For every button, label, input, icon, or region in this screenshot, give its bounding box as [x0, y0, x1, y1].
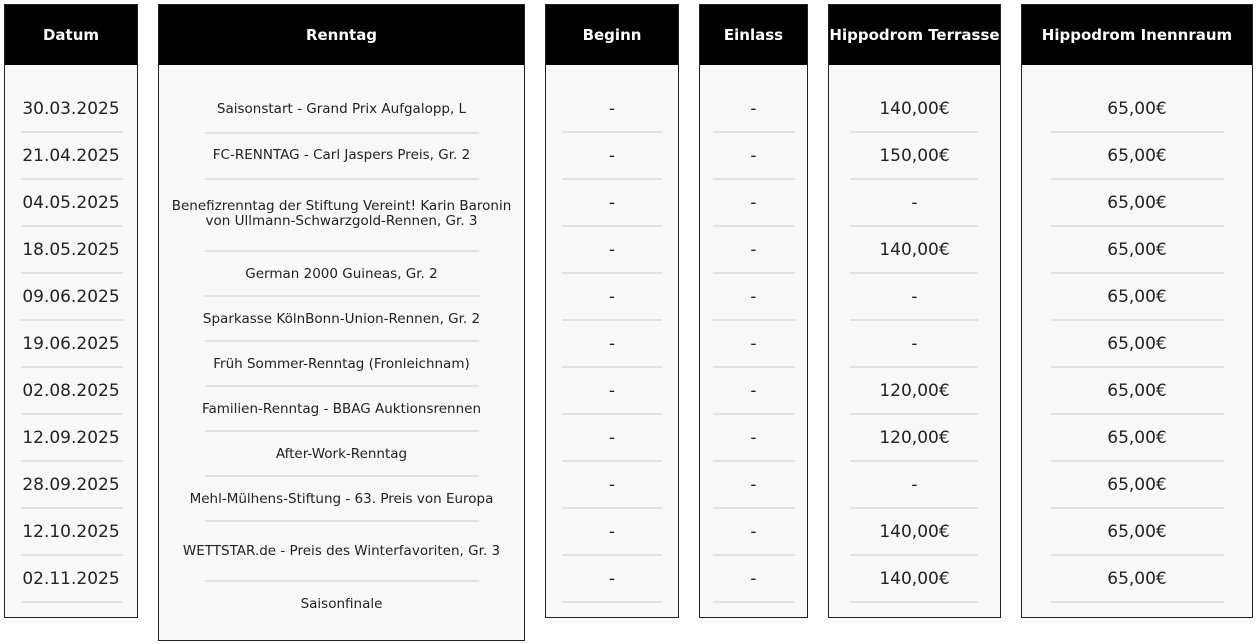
row-divider	[21, 272, 123, 274]
innenraum-cell: 65,00€	[1107, 381, 1167, 401]
terrasse-cell: 150,00€	[879, 146, 950, 166]
terrasse-cell: -	[911, 475, 918, 495]
beginn-cell: -	[608, 522, 616, 542]
renntag-cell: German 2000 Guineas, Gr. 2	[245, 265, 438, 282]
header-renntag: Renntag	[159, 5, 524, 65]
header-innenraum: Hippodrom Inennraum	[1022, 5, 1252, 65]
terrasse-cell: 120,00€	[879, 381, 950, 401]
innenraum-cell: 65,00€	[1107, 569, 1167, 589]
beginn-cell: -	[608, 334, 616, 354]
datum-cell: 12.09.2025	[22, 428, 120, 448]
row-divider	[205, 430, 479, 432]
row-divider	[1051, 131, 1224, 133]
beginn-cell: -	[608, 287, 616, 307]
beginn-cell: -	[608, 193, 616, 213]
row-divider	[850, 131, 978, 133]
einlass-cell: -	[750, 334, 757, 354]
beginn-cell: -	[608, 146, 616, 166]
row-divider	[850, 460, 978, 462]
terrasse-cell: 120,00€	[879, 428, 950, 448]
datum-cell: 04.05.2025	[22, 193, 120, 213]
row-divider	[205, 132, 479, 134]
innenraum-cell: 65,00€	[1107, 428, 1167, 448]
row-divider	[21, 131, 123, 133]
renntag-cell: WETTSTAR.de - Preis des Winterfavoriten, Gr. 3	[182, 542, 501, 559]
row-divider	[850, 178, 978, 180]
row-divider	[562, 554, 662, 556]
einlass-cell: -	[750, 99, 757, 119]
row-divider	[205, 385, 479, 387]
header-beginn: Beginn	[546, 5, 678, 65]
row-divider	[562, 225, 662, 227]
datum-cell: 21.04.2025	[22, 146, 120, 166]
terrasse-cell: 140,00€	[879, 569, 950, 589]
row-divider	[205, 580, 479, 582]
beginn-cell: -	[608, 475, 616, 495]
renntag-cell: Saisonfinale	[300, 595, 383, 612]
row-divider	[21, 319, 123, 321]
row-divider	[850, 225, 978, 227]
row-divider	[1051, 272, 1224, 274]
row-divider	[850, 413, 978, 415]
innenraum-cell: 65,00€	[1107, 193, 1167, 213]
datum-cell: 28.09.2025	[22, 475, 120, 495]
renntag-cell: Familien-Renntag - BBAG Auktionsrennen	[201, 400, 482, 417]
row-divider	[713, 131, 795, 133]
row-divider	[205, 295, 479, 297]
einlass-cell: -	[750, 240, 757, 260]
row-divider	[713, 460, 795, 462]
terrasse-cell: 140,00€	[879, 99, 950, 119]
renntag-cell: Saisonstart - Grand Prix Aufgalopp, L	[216, 100, 467, 117]
row-divider	[713, 225, 795, 227]
row-divider	[205, 340, 479, 342]
einlass-cell: -	[750, 287, 757, 307]
innenraum-cell: 65,00€	[1107, 240, 1167, 260]
row-divider	[21, 601, 123, 603]
header-einlass: Einlass	[700, 5, 807, 65]
beginn-cell: -	[608, 428, 616, 448]
datum-cell: 12.10.2025	[22, 522, 120, 542]
row-divider	[1051, 601, 1224, 603]
innenraum-cell: 65,00€	[1107, 99, 1167, 119]
datum-cell: 19.06.2025	[22, 334, 120, 354]
row-divider	[1051, 319, 1224, 321]
einlass-cell: -	[750, 522, 757, 542]
einlass-cell: -	[750, 428, 757, 448]
row-divider	[562, 319, 662, 321]
beginn-cell: -	[608, 99, 616, 119]
row-divider	[1051, 460, 1224, 462]
row-divider	[850, 366, 978, 368]
row-divider	[21, 413, 123, 415]
einlass-cell: -	[750, 569, 757, 589]
row-divider	[850, 272, 978, 274]
renntag-cell: FC-RENNTAG - Carl Jaspers Preis, Gr. 2	[212, 146, 471, 163]
terrasse-cell: -	[911, 287, 918, 307]
renntag-cell: Benefizrenntag der Stiftung Vereint! Karin Baronin von Ullmann-Schwarzgold-Rennen, Gr. 3	[171, 198, 512, 229]
row-divider	[562, 178, 662, 180]
column-datum	[4, 4, 138, 618]
renntag-cell: Mehl-Mülhens-Stiftung - 63. Preis von Europa	[189, 490, 494, 507]
row-divider	[205, 520, 479, 522]
row-divider	[562, 601, 662, 603]
row-divider	[562, 460, 662, 462]
row-divider	[713, 319, 795, 321]
row-divider	[562, 131, 662, 133]
row-divider	[21, 460, 123, 462]
row-divider	[21, 507, 123, 509]
datum-cell: 09.06.2025	[22, 287, 120, 307]
datum-cell: 02.08.2025	[22, 381, 120, 401]
column-beginn	[545, 4, 679, 618]
terrasse-cell: -	[911, 193, 918, 213]
row-divider	[713, 366, 795, 368]
terrasse-cell: -	[911, 334, 918, 354]
row-divider	[205, 475, 479, 477]
einlass-cell: -	[750, 193, 757, 213]
beginn-cell: -	[608, 569, 616, 589]
header-datum: Datum	[5, 5, 137, 65]
innenraum-cell: 65,00€	[1107, 334, 1167, 354]
row-divider	[21, 225, 123, 227]
row-divider	[850, 554, 978, 556]
beginn-cell: -	[608, 381, 616, 401]
row-divider	[1051, 366, 1224, 368]
row-divider	[850, 319, 978, 321]
row-divider	[562, 366, 662, 368]
terrasse-cell: 140,00€	[879, 522, 950, 542]
row-divider	[1051, 225, 1224, 227]
header-terrasse: Hippodrom Terrasse	[829, 5, 1000, 65]
row-divider	[562, 413, 662, 415]
row-divider	[205, 250, 479, 252]
column-terrasse	[828, 4, 1001, 618]
datum-cell: 30.03.2025	[22, 99, 120, 119]
innenraum-cell: 65,00€	[1107, 475, 1167, 495]
datum-cell: 18.05.2025	[22, 240, 120, 260]
row-divider	[21, 366, 123, 368]
row-divider	[562, 272, 662, 274]
row-divider	[850, 601, 978, 603]
column-einlass	[699, 4, 808, 618]
einlass-cell: -	[750, 146, 757, 166]
innenraum-cell: 65,00€	[1107, 522, 1167, 542]
row-divider	[713, 554, 795, 556]
column-renntag	[158, 4, 525, 641]
datum-cell: 02.11.2025	[22, 569, 120, 589]
renntag-cell: After-Work-Renntag	[275, 445, 408, 462]
row-divider	[1051, 554, 1224, 556]
einlass-cell: -	[750, 475, 757, 495]
row-divider	[850, 507, 978, 509]
row-divider	[713, 178, 795, 180]
row-divider	[205, 178, 479, 180]
column-innenraum	[1021, 4, 1253, 618]
beginn-cell: -	[608, 240, 616, 260]
innenraum-cell: 65,00€	[1107, 287, 1167, 307]
row-divider	[1051, 178, 1224, 180]
row-divider	[713, 507, 795, 509]
renntag-cell: Früh Sommer-Renntag (Fronleichnam)	[213, 355, 470, 372]
einlass-cell: -	[750, 381, 757, 401]
row-divider	[562, 507, 662, 509]
row-divider	[713, 413, 795, 415]
row-divider	[21, 178, 123, 180]
terrasse-cell: 140,00€	[879, 240, 950, 260]
row-divider	[1051, 507, 1224, 509]
row-divider	[713, 601, 795, 603]
renntag-cell: Sparkasse KölnBonn-Union-Rennen, Gr. 2	[202, 310, 481, 327]
row-divider	[713, 272, 795, 274]
row-divider	[21, 554, 123, 556]
innenraum-cell: 65,00€	[1107, 146, 1167, 166]
row-divider	[1051, 413, 1224, 415]
